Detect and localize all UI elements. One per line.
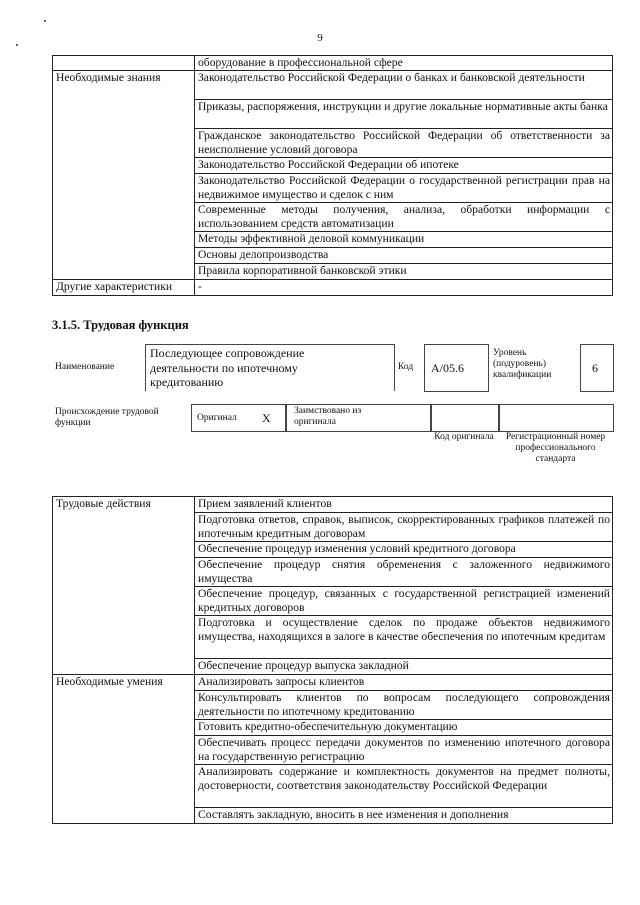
list-item: Обеспечение процедур изменения условий кредитного договора — [195, 542, 613, 558]
list-item: Методы эффективной деловой коммуникации — [195, 231, 613, 247]
list-item: Обеспечение процедур выпуска закладной — [195, 659, 613, 675]
orig-code-box — [431, 404, 499, 432]
code-label: Код — [398, 362, 414, 372]
actions-table — [52, 496, 613, 824]
list-item: Анализировать запросы клиентов — [195, 675, 613, 691]
list-item: Подготовка ответов, справок, выписок, скорректированных графиков платежей по ипотечным кредитным договорам — [195, 513, 613, 542]
list-item: Прием заявлений клиентов — [195, 497, 613, 513]
list-item: Подготовка и осуществление сделок по продаже объектов недвижимого имущества, находящихся в залоге в качестве обеспечения по ипотечным кредитам — [195, 616, 613, 659]
list-item: Составлять закладную, вносить в нее изменения и дополнения — [195, 808, 613, 824]
name-label: Наименование — [55, 362, 115, 372]
list-item: Обеспечивать процесс передачи документов по изменению ипотечного договора на государственную регистрацию — [195, 736, 613, 765]
list-item: Современные методы получения, анализа, обработки информации с использованием средств автоматизации — [195, 202, 613, 231]
table-cell: оборудование в профессиональной сфере — [195, 56, 613, 71]
level-label: Уровень (подуровень) квалификации — [493, 348, 552, 380]
table-cell — [53, 56, 195, 71]
scan-speck — [44, 20, 46, 22]
actions-label: Трудовые действия — [53, 497, 195, 675]
function-name: Последующее сопровождение деятельности по ипотечному кредитованию — [150, 346, 305, 389]
list-item: Консультировать клиентов по вопросам последующего сопровождения деятельности по ипотечному кредитованию — [195, 691, 613, 720]
other-label: Другие характеристики — [53, 279, 195, 295]
reg-number-caption: Регистрационный номер профессионального стандарта — [505, 432, 606, 464]
list-item: Обеспечение процедур, связанных с государственной регистрацией изменений кредитных договоров — [195, 587, 613, 616]
orig-code-caption: Код оригинала — [434, 432, 494, 442]
list-item: Основы делопроизводства — [195, 247, 613, 263]
code-value: А/05.6 — [431, 361, 464, 375]
list-item: Правила корпоративной банковской этики — [195, 263, 613, 279]
list-item: Приказы, распоряжения, инструкции и другие локальные нормативные акты банка — [195, 99, 613, 128]
borrowed-label: Заимствовано из оригинала — [294, 406, 362, 427]
list-item: Законодательство Российской Федерации о банках и банковской деятельности — [195, 70, 613, 99]
list-item: Анализировать содержание и комплектность документов на предмет полноты, достоверности, соответствия законодательству Российской Федерации — [195, 765, 613, 808]
list-item: Законодательство Российской Федерации об ипотеке — [195, 157, 613, 173]
skills-label: Необходимые умения — [53, 675, 195, 824]
origin-label: Происхождение трудовой функции — [55, 407, 159, 428]
level-value: 6 — [592, 361, 598, 375]
list-item: Законодательство Российской Федерации о государственной регистрации прав на недвижимое имущество и сделок с ним — [195, 173, 613, 202]
original-label: Оригинал — [197, 413, 237, 423]
page-number: 9 — [317, 32, 323, 44]
other-value: - — [195, 279, 613, 295]
list-item: Гражданское законодательство Российской Федерации об ответственности за неисполнение условий договора — [195, 128, 613, 157]
reg-number-box — [499, 404, 614, 432]
original-mark: X — [262, 411, 271, 425]
knowledge-label: Необходимые знания — [53, 70, 195, 279]
list-item: Обеспечение процедур снятия обременения с заложенного недвижимого имущества — [195, 558, 613, 587]
scan-speck — [16, 44, 18, 46]
list-item: Готовить кредитно-обеспечительную документацию — [195, 720, 613, 736]
knowledge-table — [52, 55, 613, 296]
section-title: 3.1.5. Трудовая функция — [52, 318, 189, 332]
